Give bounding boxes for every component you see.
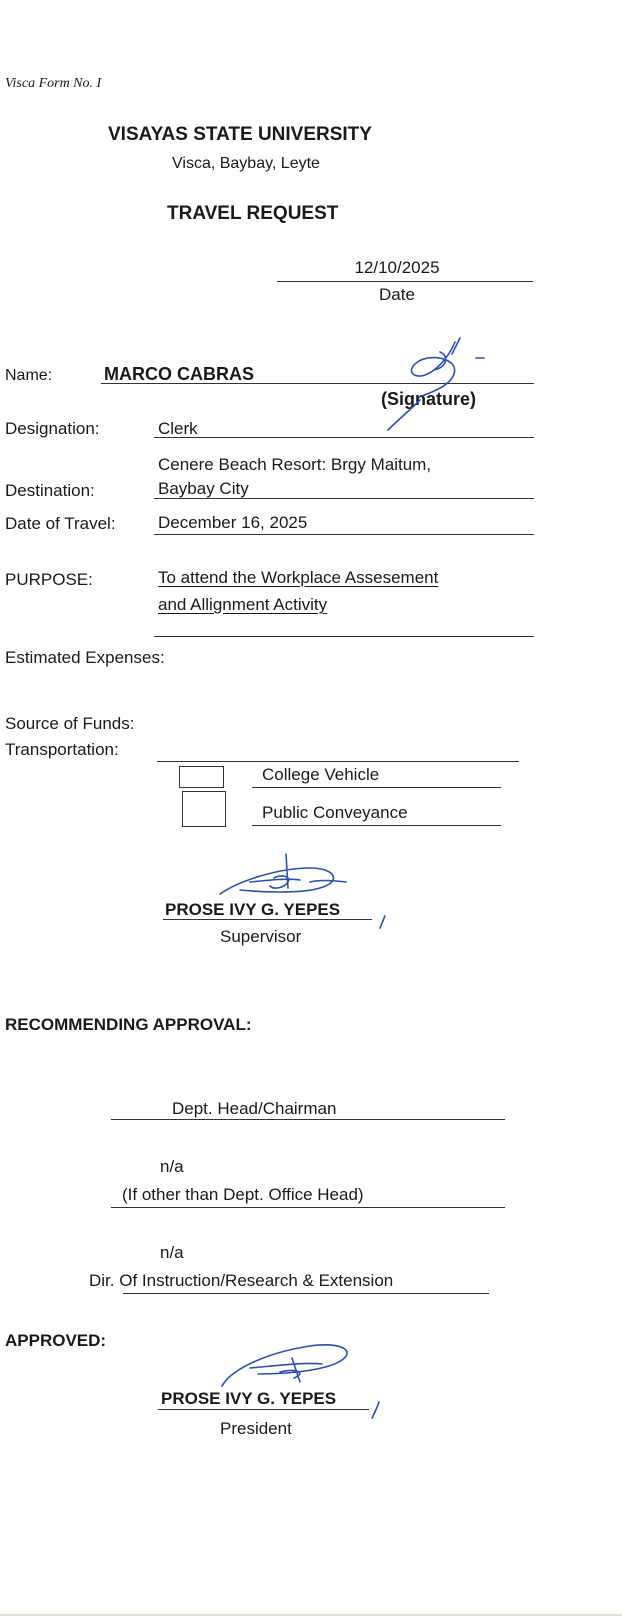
director-label: Dir. Of Instruction/Research & Extension bbox=[89, 1271, 394, 1290]
date-line bbox=[277, 281, 533, 282]
dept-head-label: Dept. Head/Chairman bbox=[172, 1099, 337, 1118]
college-vehicle-line bbox=[252, 787, 501, 788]
purpose-value-line2: and Allignment Activity bbox=[158, 595, 328, 614]
date-of-travel-label: Date of Travel: bbox=[5, 514, 116, 533]
public-conveyance-line bbox=[252, 825, 501, 826]
purpose-line bbox=[154, 636, 534, 637]
college-vehicle-checkbox[interactable] bbox=[179, 766, 224, 788]
purpose-label: PURPOSE: bbox=[5, 570, 93, 589]
date-of-travel-line bbox=[154, 534, 534, 535]
destination-label: Destination: bbox=[5, 481, 95, 500]
public-conveyance-label: Public Conveyance bbox=[262, 803, 408, 822]
approved-heading: APPROVED: bbox=[5, 1331, 107, 1350]
supervisor-role: Supervisor bbox=[220, 927, 302, 946]
other-head-line bbox=[111, 1207, 505, 1208]
public-conveyance-checkbox[interactable] bbox=[182, 791, 226, 827]
dept-head-line bbox=[111, 1119, 505, 1120]
university-address: Visca, Baybay, Leyte bbox=[172, 155, 320, 172]
name-value: MARCO CABRAS bbox=[104, 364, 254, 384]
designation-label: Designation: bbox=[5, 419, 100, 438]
president-role: President bbox=[220, 1419, 292, 1438]
university-name: VISAYAS STATE UNIVERSITY bbox=[108, 124, 372, 145]
supervisor-line bbox=[163, 919, 372, 920]
destination-line bbox=[154, 498, 534, 499]
supervisor-mark bbox=[378, 914, 388, 930]
director-value: n/a bbox=[160, 1243, 184, 1262]
date-value: 12/10/2025 bbox=[354, 258, 440, 277]
form-number: Visca Form No. I bbox=[5, 76, 102, 91]
applicant-signature bbox=[380, 330, 500, 445]
transportation-line bbox=[157, 761, 519, 762]
president-line bbox=[158, 1409, 369, 1410]
signature-label: (Signature) bbox=[381, 389, 477, 409]
page-title: TRAVEL REQUEST bbox=[167, 203, 339, 224]
purpose-value-line1: To attend the Workplace Assesement bbox=[158, 568, 439, 587]
transportation-label: Transportation: bbox=[5, 740, 119, 759]
college-vehicle-label: College Vehicle bbox=[262, 765, 380, 784]
designation-value: Clerk bbox=[158, 419, 198, 438]
designation-line bbox=[154, 437, 534, 438]
date-of-travel-value: December 16, 2025 bbox=[158, 513, 308, 532]
scan-edge bbox=[0, 1614, 622, 1616]
director-line bbox=[123, 1293, 489, 1294]
name-label: Name: bbox=[5, 367, 53, 384]
destination-value-line2: Baybay City bbox=[158, 479, 249, 498]
date-label: Date bbox=[379, 285, 415, 304]
recommending-heading: RECOMMENDING APPROVAL: bbox=[5, 1015, 252, 1034]
president-name: PROSE IVY G. YEPES bbox=[161, 1389, 337, 1408]
other-head-value: n/a bbox=[160, 1157, 184, 1176]
source-of-funds-label: Source of Funds: bbox=[5, 714, 135, 733]
destination-value-line1: Cenere Beach Resort: Brgy Maitum, bbox=[158, 455, 432, 474]
other-head-label: (If other than Dept. Office Head) bbox=[122, 1185, 364, 1204]
president-mark bbox=[370, 1400, 382, 1420]
estimated-expenses-label: Estimated Expenses: bbox=[5, 648, 165, 667]
supervisor-name: PROSE IVY G. YEPES bbox=[165, 900, 341, 919]
